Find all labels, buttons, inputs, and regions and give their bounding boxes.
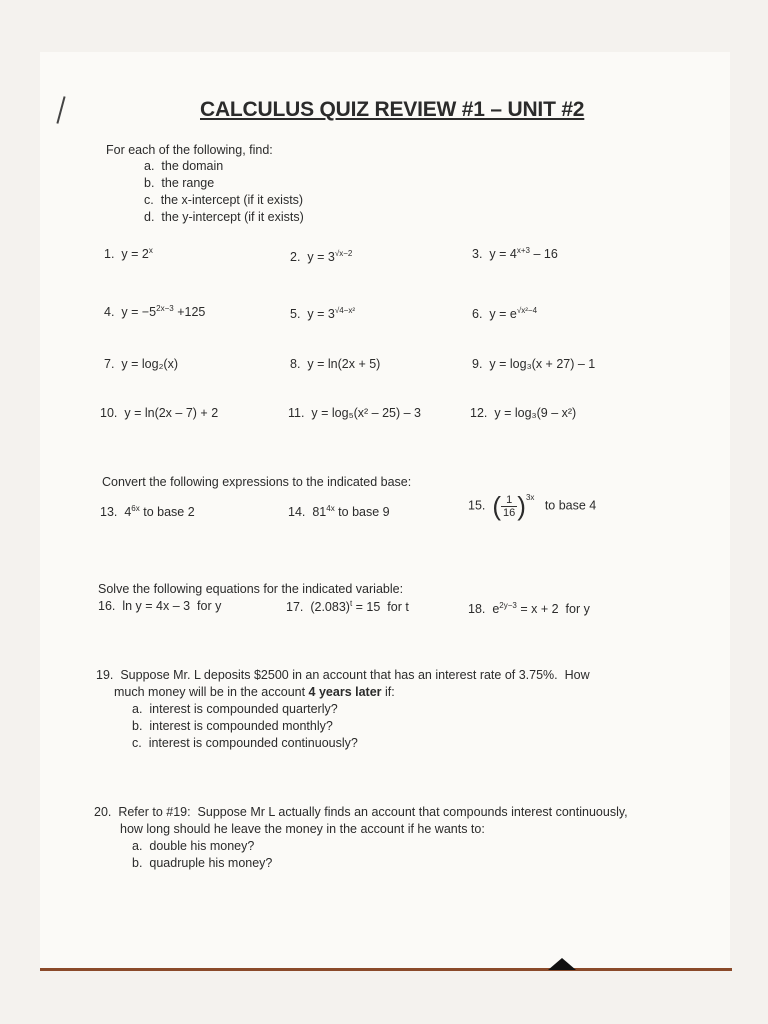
problem-10: 10. y = ln(2x – 7) + 2 [100,406,219,420]
part1-item-c: c. the x-intercept (if it exists) [144,193,304,207]
part2-intro: Convert the following expressions to the indicated base: [102,475,412,489]
q20-item-a: a. double his money? [132,839,255,853]
page-title: CALCULUS QUIZ REVIEW #1 – UNIT #2 [200,98,585,121]
q19-item-c: c. interest is compounded continuously? [132,736,358,750]
q19-line2: much money will be in the account 4 years later if: [114,685,395,699]
problem-4: 4. $y = -5^{2x-3} +125$ [104,304,206,320]
problem-15: 15. ( $\frac{1}{16}$ )$^{3x}$ to base 4 [468,491,597,521]
bottom-rule [40,968,732,971]
problem-14: 14. $81^{4x}$ to base 9 [288,504,390,520]
q20-line2: how long should he leave the money in the account if he wants to: [120,822,485,836]
problem-18: 18. $e^{2y-3} = x + 2$ for y [468,601,590,617]
problem-2: 2. $y = 3^{√x-2}$ [290,249,353,265]
part1-item-b: b. the range [144,176,215,190]
q20-item-b: b. quadruple his money? [132,856,273,870]
part1-item-a: a. the domain [144,159,224,173]
problem-12: 12. y = log₃(9 – x²) [470,406,577,420]
problem-5: 5. $y = 3^{√4-x^2}$ [290,306,356,322]
problem-8: 8. y = ln(2x + 5) [290,357,381,371]
part1-item-d: d. the y-intercept (if it exists) [144,210,304,224]
part3-intro: Solve the following equations for the indicated variable: [98,582,404,596]
q19-line1: 19. Suppose Mr. L deposits $2500 in an account that has an interest rate of 3.75%. How [96,668,590,682]
problem-16: 16. ln y = 4x – 3 for y [98,599,222,613]
problem-17: 17. $(2.083)^t = 15$ for t [286,599,409,615]
problem-6: 6. $y = e^{√x^2-4}$ [472,306,538,322]
q20-line1: 20. Refer to #19: Suppose Mr L actually finds an account that compounds interest continuously, [94,805,628,819]
part1-intro: For each of the following, find: [106,143,273,157]
problem-1: 1. $y = 2^x$ [104,246,153,262]
triangle-marker [548,958,576,970]
q19-item-b: b. interest is compounded monthly? [132,719,333,733]
q19-item-a: a. interest is compounded quarterly? [132,702,338,716]
problem-11: 11. y = log₅(x² – 25) – 3 [288,406,422,420]
problem-3: 3. $y = 4^{x+3} - 16$ [472,246,558,262]
problem-7: 7. y = log₂(x) [104,357,178,371]
problem-13: 13. $4^{6x}$ to base 2 [100,504,195,520]
problem-9: 9. y = log₃(x + 27) – 1 [472,357,596,371]
